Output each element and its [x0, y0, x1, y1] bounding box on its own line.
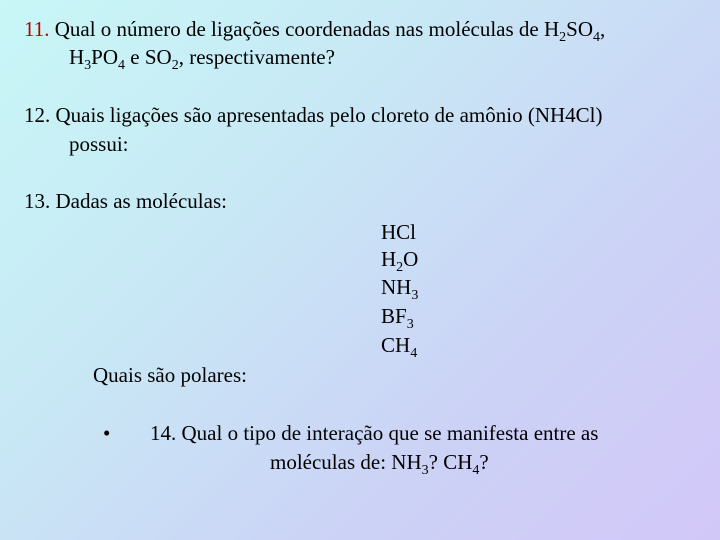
molecule-base: H: [381, 247, 397, 271]
question-11-line-1: [24, 16, 606, 45]
subscript: 3: [411, 288, 419, 303]
question-11-number: 11.: [24, 17, 50, 41]
question-14-line-1: 14. Qual o tipo de interação que se manifesta entre as: [150, 421, 599, 445]
molecule-item: [381, 303, 414, 332]
question-12-line-2: possui:: [69, 132, 129, 156]
question-11-text: , respectivamente?: [178, 45, 335, 69]
question-11-text: PO: [91, 45, 119, 69]
subscript: 4: [118, 58, 126, 73]
molecule-tail: O: [403, 247, 419, 271]
polar-question-label: Quais são polares:: [93, 363, 247, 387]
question-14-text: ? CH: [428, 450, 473, 474]
subscript: 4: [410, 346, 418, 361]
question-11-text: e SO: [125, 45, 172, 69]
molecule-item: [381, 332, 418, 361]
subscript: 4: [593, 30, 601, 45]
question-11-text: H: [69, 45, 85, 69]
bullet: •: [103, 421, 111, 445]
subscript: 3: [421, 463, 429, 478]
subscript: 3: [84, 58, 92, 73]
molecule-base: NH: [381, 275, 412, 299]
question-14-text: moléculas de: NH: [270, 450, 422, 474]
question-14-line-2: [270, 449, 489, 478]
subscript: 2: [171, 58, 179, 73]
molecule-base: BF: [381, 304, 407, 328]
question-11-text: SO: [566, 17, 594, 41]
molecule-item: [381, 274, 419, 303]
subscript: 3: [406, 317, 414, 332]
question-11-text: Qual o número de ligações coordenadas nas moléculas de H: [49, 17, 560, 41]
question-14-text: ?: [479, 450, 489, 474]
question-11-text: ,: [600, 17, 606, 41]
question-13-line-1: 13. Dadas as moléculas:: [24, 189, 227, 213]
subscript: 4: [472, 463, 480, 478]
subscript: 2: [559, 30, 567, 45]
question-11-line-2: [69, 44, 335, 73]
molecule-base: CH: [381, 333, 411, 357]
molecule-base: HCl: [381, 220, 417, 244]
molecule-item: [381, 219, 416, 245]
subscript: 2: [396, 260, 404, 275]
molecule-item: [381, 246, 419, 275]
question-12-line-1: 12. Quais ligações são apresentadas pelo cloreto de amônio (NH4Cl): [24, 103, 603, 127]
